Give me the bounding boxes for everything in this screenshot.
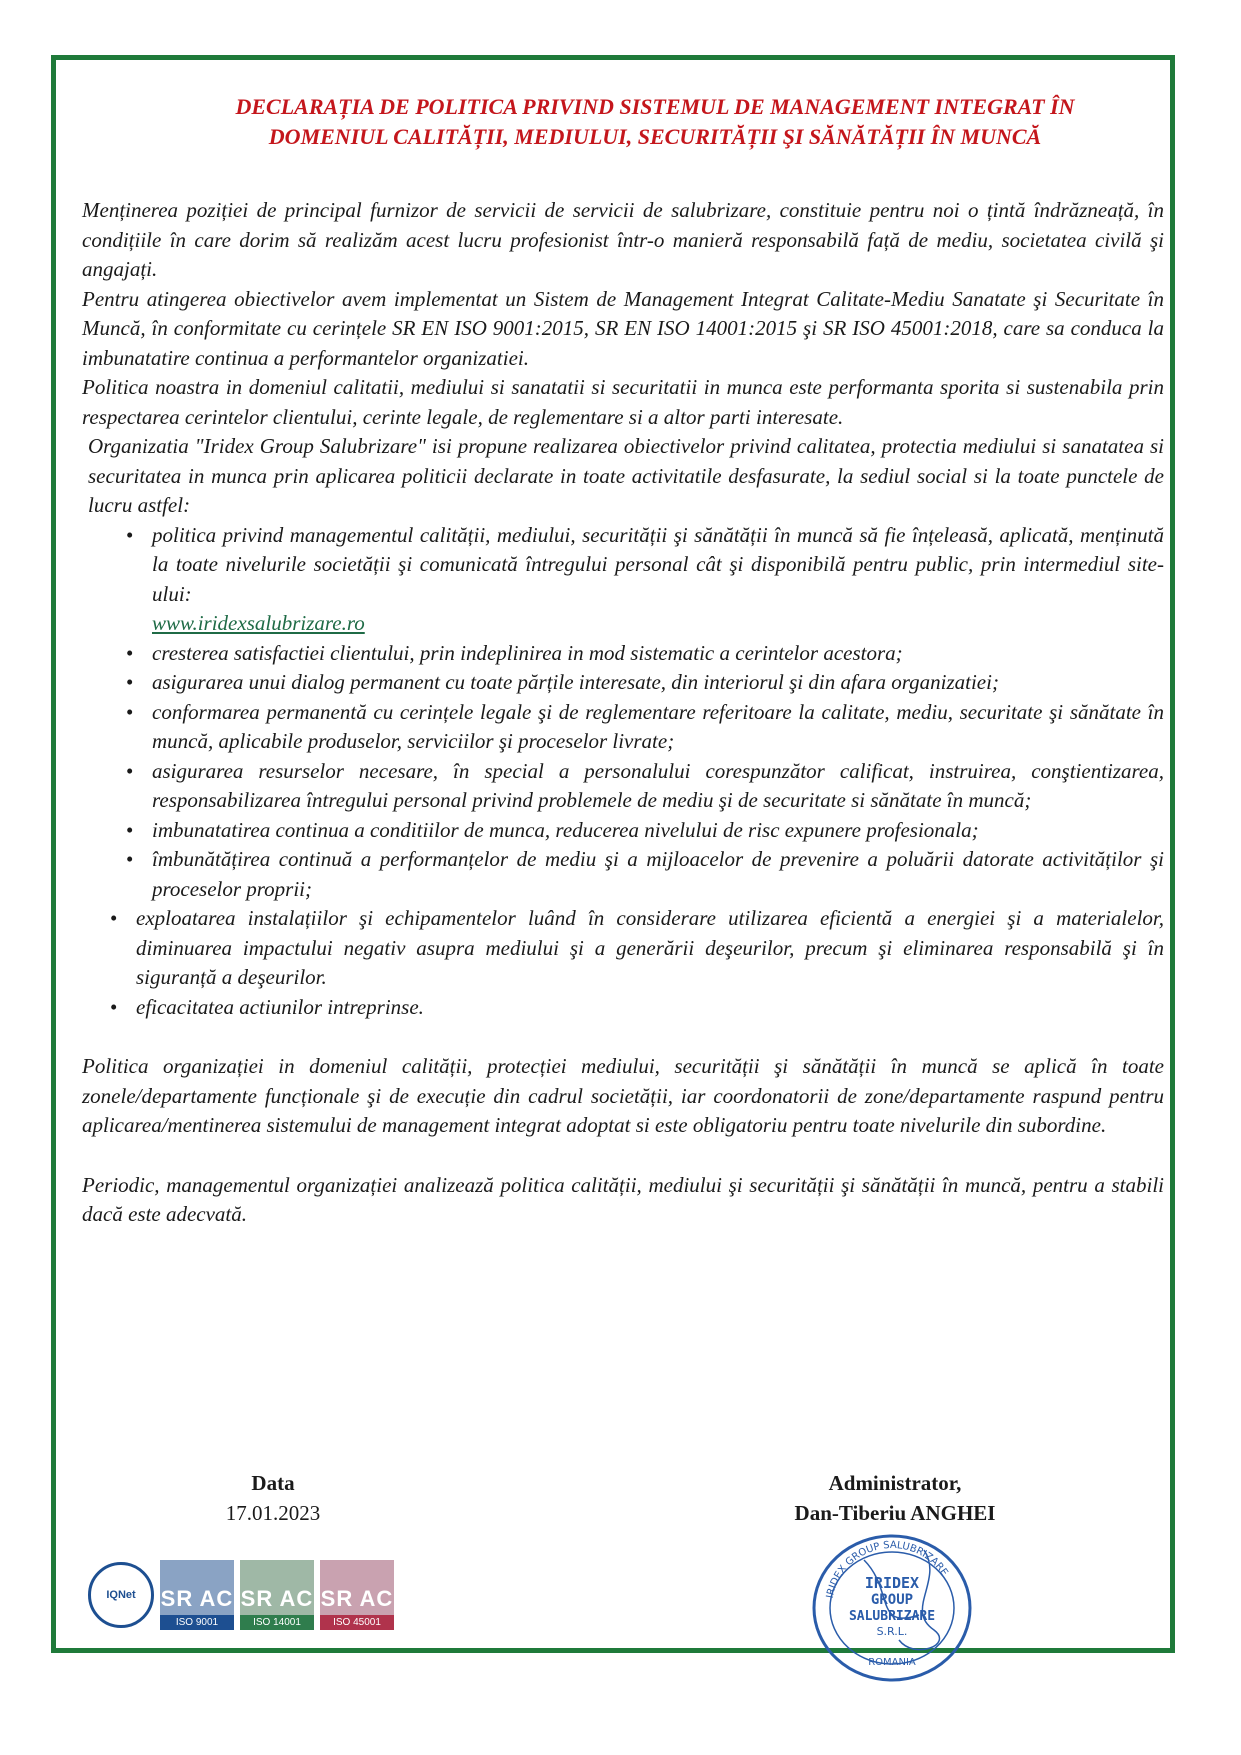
title-line-2: DOMENIUL CALITĂȚII, MEDIULUI, SECURITĂȚII ŞI SĂNĂTĂȚII ÎN MUNCĂ [268,124,1042,149]
paragraph-policy: Politica noastra in domeniul calitatii, mediului si sanatatii si securitatii in munca este performanta sporita si sustenabila prin respectarea cerintelor clientului, cerinte legale, de reglementare si a altor parti interesate. [82,375,1164,429]
iqnet-logo [88,1562,154,1628]
page-title [120,92,1190,152]
list-item: • eficacitatea actiunilor intreprinse. [136,993,1164,1023]
stamp-line-1: IRIDEX [864,1574,920,1592]
document-body [82,196,1164,1230]
date-value: 17.01.2023 [225,1501,321,1525]
srac-iso45001-logo [320,1560,394,1630]
iso-label: ISO 14001 [240,1615,314,1630]
list-item: • îmbunătățirea continuă a performanțelor de mediu şi a mijloacelor de prevenire a poluării datorate activităților şi proceselor proprii; [152,845,1164,904]
srac-iso9001-logo [160,1560,234,1630]
list-item: • cresterea satisfactiei clientului, prin indeplinirea in mod sistematic a cerintelor acestora; [152,639,1164,669]
iso-label: ISO 9001 [160,1615,234,1630]
list-item: • imbunatatirea continua a conditiilor de munca, reducerea nivelului de risc expunere profesionala; [152,816,1164,846]
stamp-line-3: SALUBRIZARE [848,1609,936,1624]
objectives-list [82,521,1164,1023]
list-item: • exploatarea instalațiilor şi echipamentelor luând în considerare utilizarea eficientă a energiei şi a materialelor, diminuarea impactului negativ asupra mediului şi a generării deşeurilor, precum şi eliminarea responsabilă şi în siguranță a deşeurilor. [136,904,1164,993]
paragraph-system: Pentru atingerea obiectivelor avem implementat un Sistem de Management Integrat Calitate-Mediu Sanatate şi Securitate în Muncă, în conformitate cu cerințele SR EN ISO 9001:2015, SR EN ISO 14001:2015 şi SR ISO 45001:2018, care sa conduca la imbunatatire continua a performantelor organizatiei. [82,286,1164,370]
company-stamp [804,1520,980,1696]
iqnet-text: IQNet [106,1589,136,1601]
stamp-line-4: S.R.L. [876,1625,908,1638]
list-item-text: politica privind managementul calității, mediului, securității şi sănătății în muncă să fie înțeleasă, aplicată, menținută la toate nivelurile societății şi comunicată întregului personal cât şi disponibilă pentru public, prin intermediul site-ului: [152,522,1164,606]
website-link[interactable]: www.iridexsalubrizare.ro [152,611,365,635]
signer-name: Dan-Tiberiu ANGHEI [794,1501,996,1525]
paragraph-intro: Menținerea poziției de principal furnizor de servicii de servicii de salubrizare, constituie pentru noi o țintă îndrăzneață, în condițiile în care dorim să realizăm acest lucru profesionist într-o manieră responsabilă față de mediu, societatea civilă şi angajați. [82,198,1164,281]
signer-role: Administrator, [828,1471,962,1495]
srac-text: SR AC [240,1586,314,1611]
date-label: Data [251,1471,295,1495]
srac-iso14001-logo [240,1560,314,1630]
certification-logos [88,1550,394,1640]
paragraph-review: Periodic, managementul organizației analizează politica calității, mediului şi securității şi sănătății în muncă, pentru a stabili dacă este adecvată. [82,1172,1164,1226]
srac-text: SR AC [160,1586,234,1611]
stamp-line-2: GROUP [870,1592,914,1608]
list-item: • asigurarea resurselor necesare, în special a personalului corespunzător calificat, instruirea, conştientizarea, responsabilizarea întregului personal privind problemele de mediu şi de securitate si sănătate în muncă; [152,757,1164,816]
list-item: • conformarea permanentă cu cerințele legale şi de reglementare referitoare la calitate, mediu, securitate şi sănătate în muncă, aplicabile produselor, serviciilor şi proceselor livrate; [152,698,1164,757]
list-item: • asigurarea unui dialog permanent cu toate părțile interesate, din interiorul şi din afara organizatiei; [152,668,1164,698]
iso-label: ISO 45001 [320,1615,394,1630]
title-line-1: DECLARAȚIA DE POLITICA PRIVIND SISTEMUL DE MANAGEMENT INTEGRAT ÎN [235,94,1075,119]
signature-block [760,1468,1030,1528]
list-item [152,521,1164,639]
paragraph-scope: Politica organizației in domeniul calității, protecției mediului, securității şi sănătății în muncă se aplică în toate zonele/departamente funcționale şi de execuție din cadrul societății, iar coordonatorii de zone/departamente raspund pentru aplicarea/mentinerea sistemului de management integrat adoptat si este obligatoriu pentru toate nivelurile din subordine. [82,1054,1164,1137]
paragraph-objectives: Organizatia "Iridex Group Salubrizare" isi propune realizarea obiectivelor privind calitatea, protectia mediului si sanatatea si securitatea in munca prin aplicarea politicii declarate in toate activitatile desfasurate, la sediul social si la toate punctele de lucru astfel: [88,434,1164,517]
date-block [208,1468,338,1528]
stamp-arc-text: IRIDEX GROUP SALUBRIZARE [824,1539,950,1600]
stamp-bottom-text: ROMANIA [868,1657,916,1668]
srac-text: SR AC [320,1586,394,1611]
